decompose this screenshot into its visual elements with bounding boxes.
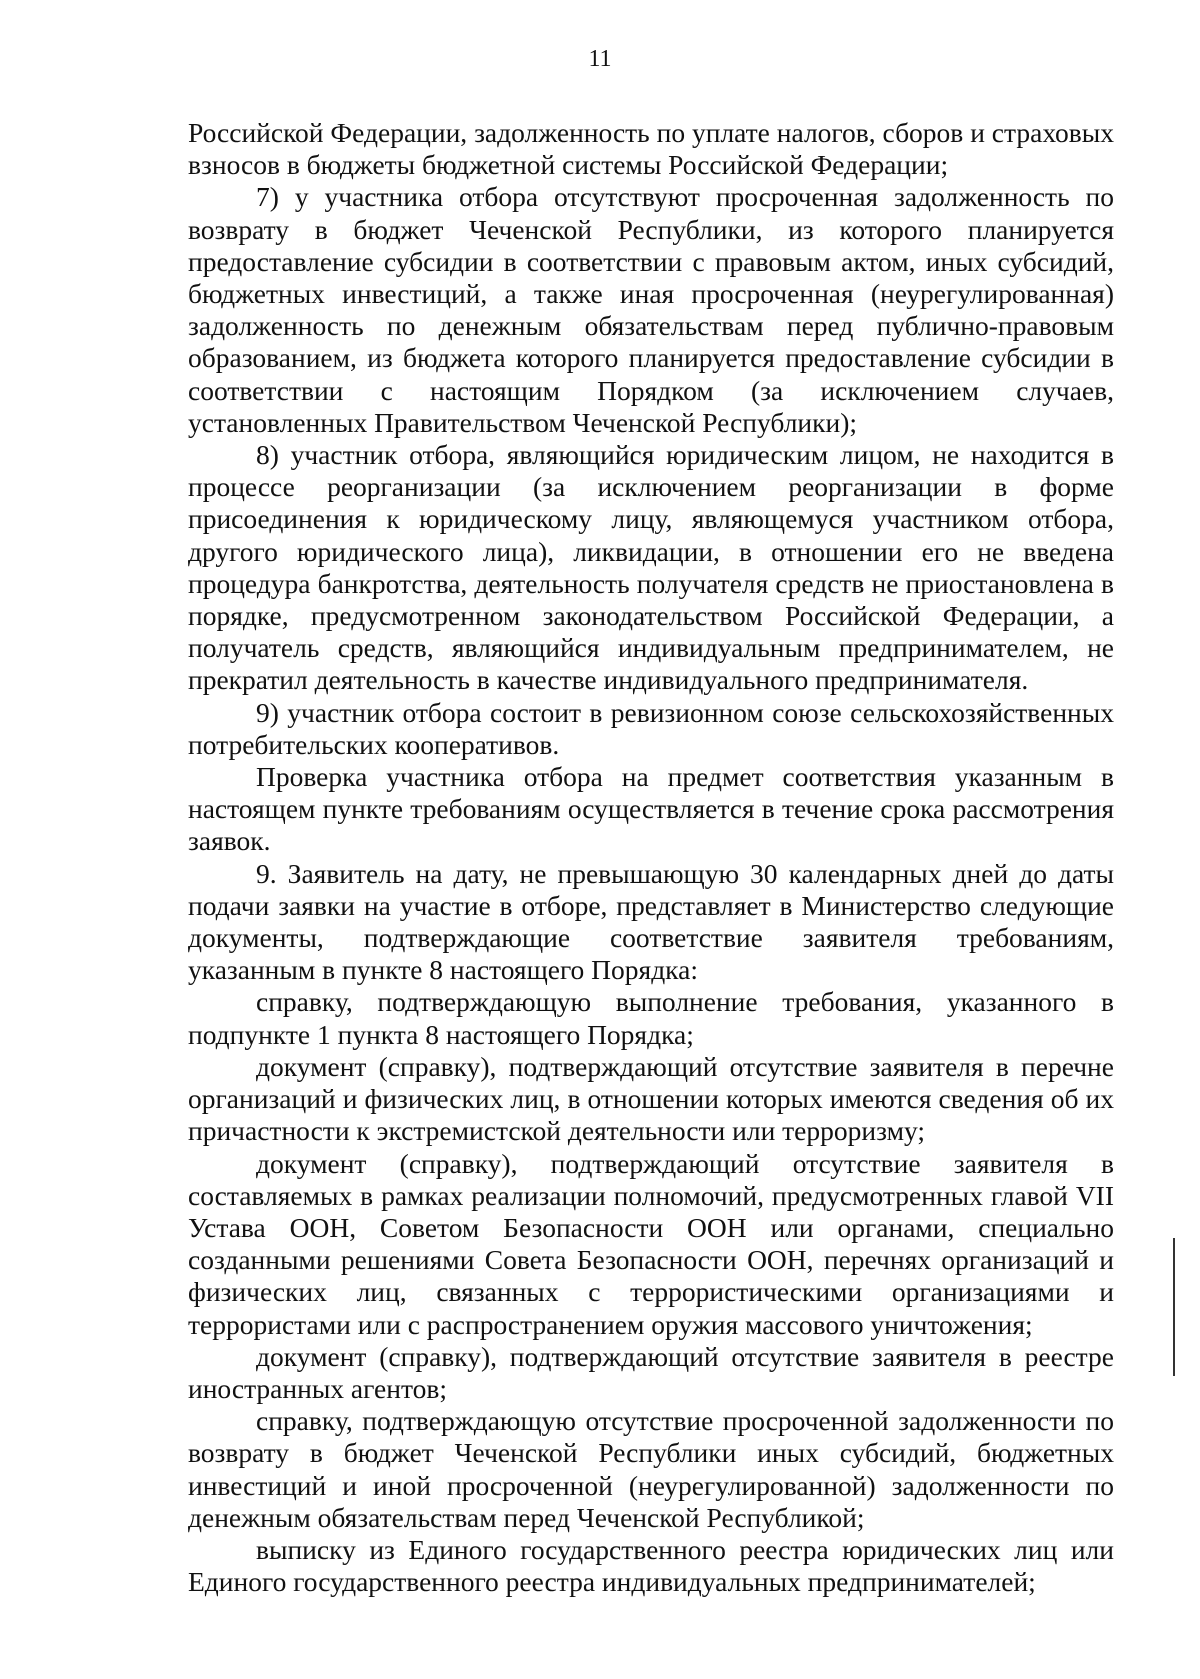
- paragraph-doc-foreign-agents: документ (справку), подтверждающий отсутствие заявителя в реестре иностранных агентов;: [188, 1340, 1114, 1404]
- paragraph-item-7: 7) у участника отбора отсутствуют просроченная задолженность по возврату в бюджет Чеченской Республики, из которого планируется предоставление субсидии в соответствии с правовым актом, иных субсидий, бюджетных инвестиций, а также иная просроченная (неурегулированная) задолженность по денежным обязательствам перед публично-правовым образованием, из бюджета которого планируется предоставление субсидии в соответствии с настоящим Порядком (за исключением случаев, установленных Правительством Чеченской Республики);: [188, 181, 1114, 438]
- paragraph-continuation: Российской Федерации, задолженность по уплате налогов, сборов и страховых взносов в бюджеты бюджетной системы Российской Федерации;: [188, 117, 1114, 181]
- paragraph-item-9: 9) участник отбора состоит в ревизионном союзе сельскохозяйственных потребительских кооперативов.: [188, 696, 1114, 760]
- margin-scan-line: [1173, 1238, 1175, 1376]
- paragraph-doc-debt: справку, подтверждающую отсутствие просроченной задолженности по возврату в бюджет Чеченской Республики иных субсидий, бюджетных инвестиций и иной просроченной (неурегулированной) задолженности по денежным обязательствам перед Чеченской Республикой;: [188, 1405, 1114, 1533]
- paragraph-doc-registry-extract: выписку из Единого государственного реестра юридических лиц или Единого государственного реестра индивидуальных предпринимателей;: [188, 1533, 1114, 1598]
- paragraph-doc-un-lists: документ (справку), подтверждающий отсутствие заявителя в составляемых в рамках реализации полномочий, предусмотренных главой VII Устава ООН, Советом Безопасности ООН или органами, специально созданными решениями Совета Безопасности ООН, перечнях организаций и физических лиц, связанных с террористическими организациями и террористами или с распространением оружия массового уничтожения;: [188, 1147, 1114, 1340]
- document-body: [188, 117, 1114, 1598]
- paragraph-doc-certificate: справку, подтверждающую выполнение требования, указанного в подпункте 1 пункта 8 настоящего Порядка;: [188, 986, 1114, 1050]
- paragraph-doc-extremism: документ (справку), подтверждающий отсутствие заявителя в перечне организаций и физических лиц, в отношении которых имеются сведения об их причастности к экстремистской деятельности или терроризму;: [188, 1050, 1114, 1147]
- paragraph-item-8: 8) участник отбора, являющийся юридическим лицом, не находится в процессе реорганизации (за исключением реорганизации в форме присоединения к юридическому лицу, являющемуся участником отбора, другого юридического лица), ликвидации, в отношении его не введена процедура банкротства, деятельность получателя средств не приостановлена в порядке, предусмотренном законодательством Российской Федерации, а получатель средств, являющийся индивидуальным предпринимателем, не прекратил деятельность в качестве индивидуального предпринимателя.: [188, 439, 1114, 696]
- page-number: 11: [588, 46, 612, 72]
- paragraph-section-9: 9. Заявитель на дату, не превышающую 30 календарных дней до даты подачи заявки на участие в отборе, представляет в Министерство следующие документы, подтверждающие соответствие заявителя требованиям, указанным в пункте 8 настоящего Порядка:: [188, 857, 1114, 986]
- paragraph-verification: Проверка участника отбора на предмет соответствия указанным в настоящем пункте требованиям осуществляется в течение срока рассмотрения заявок.: [188, 761, 1114, 857]
